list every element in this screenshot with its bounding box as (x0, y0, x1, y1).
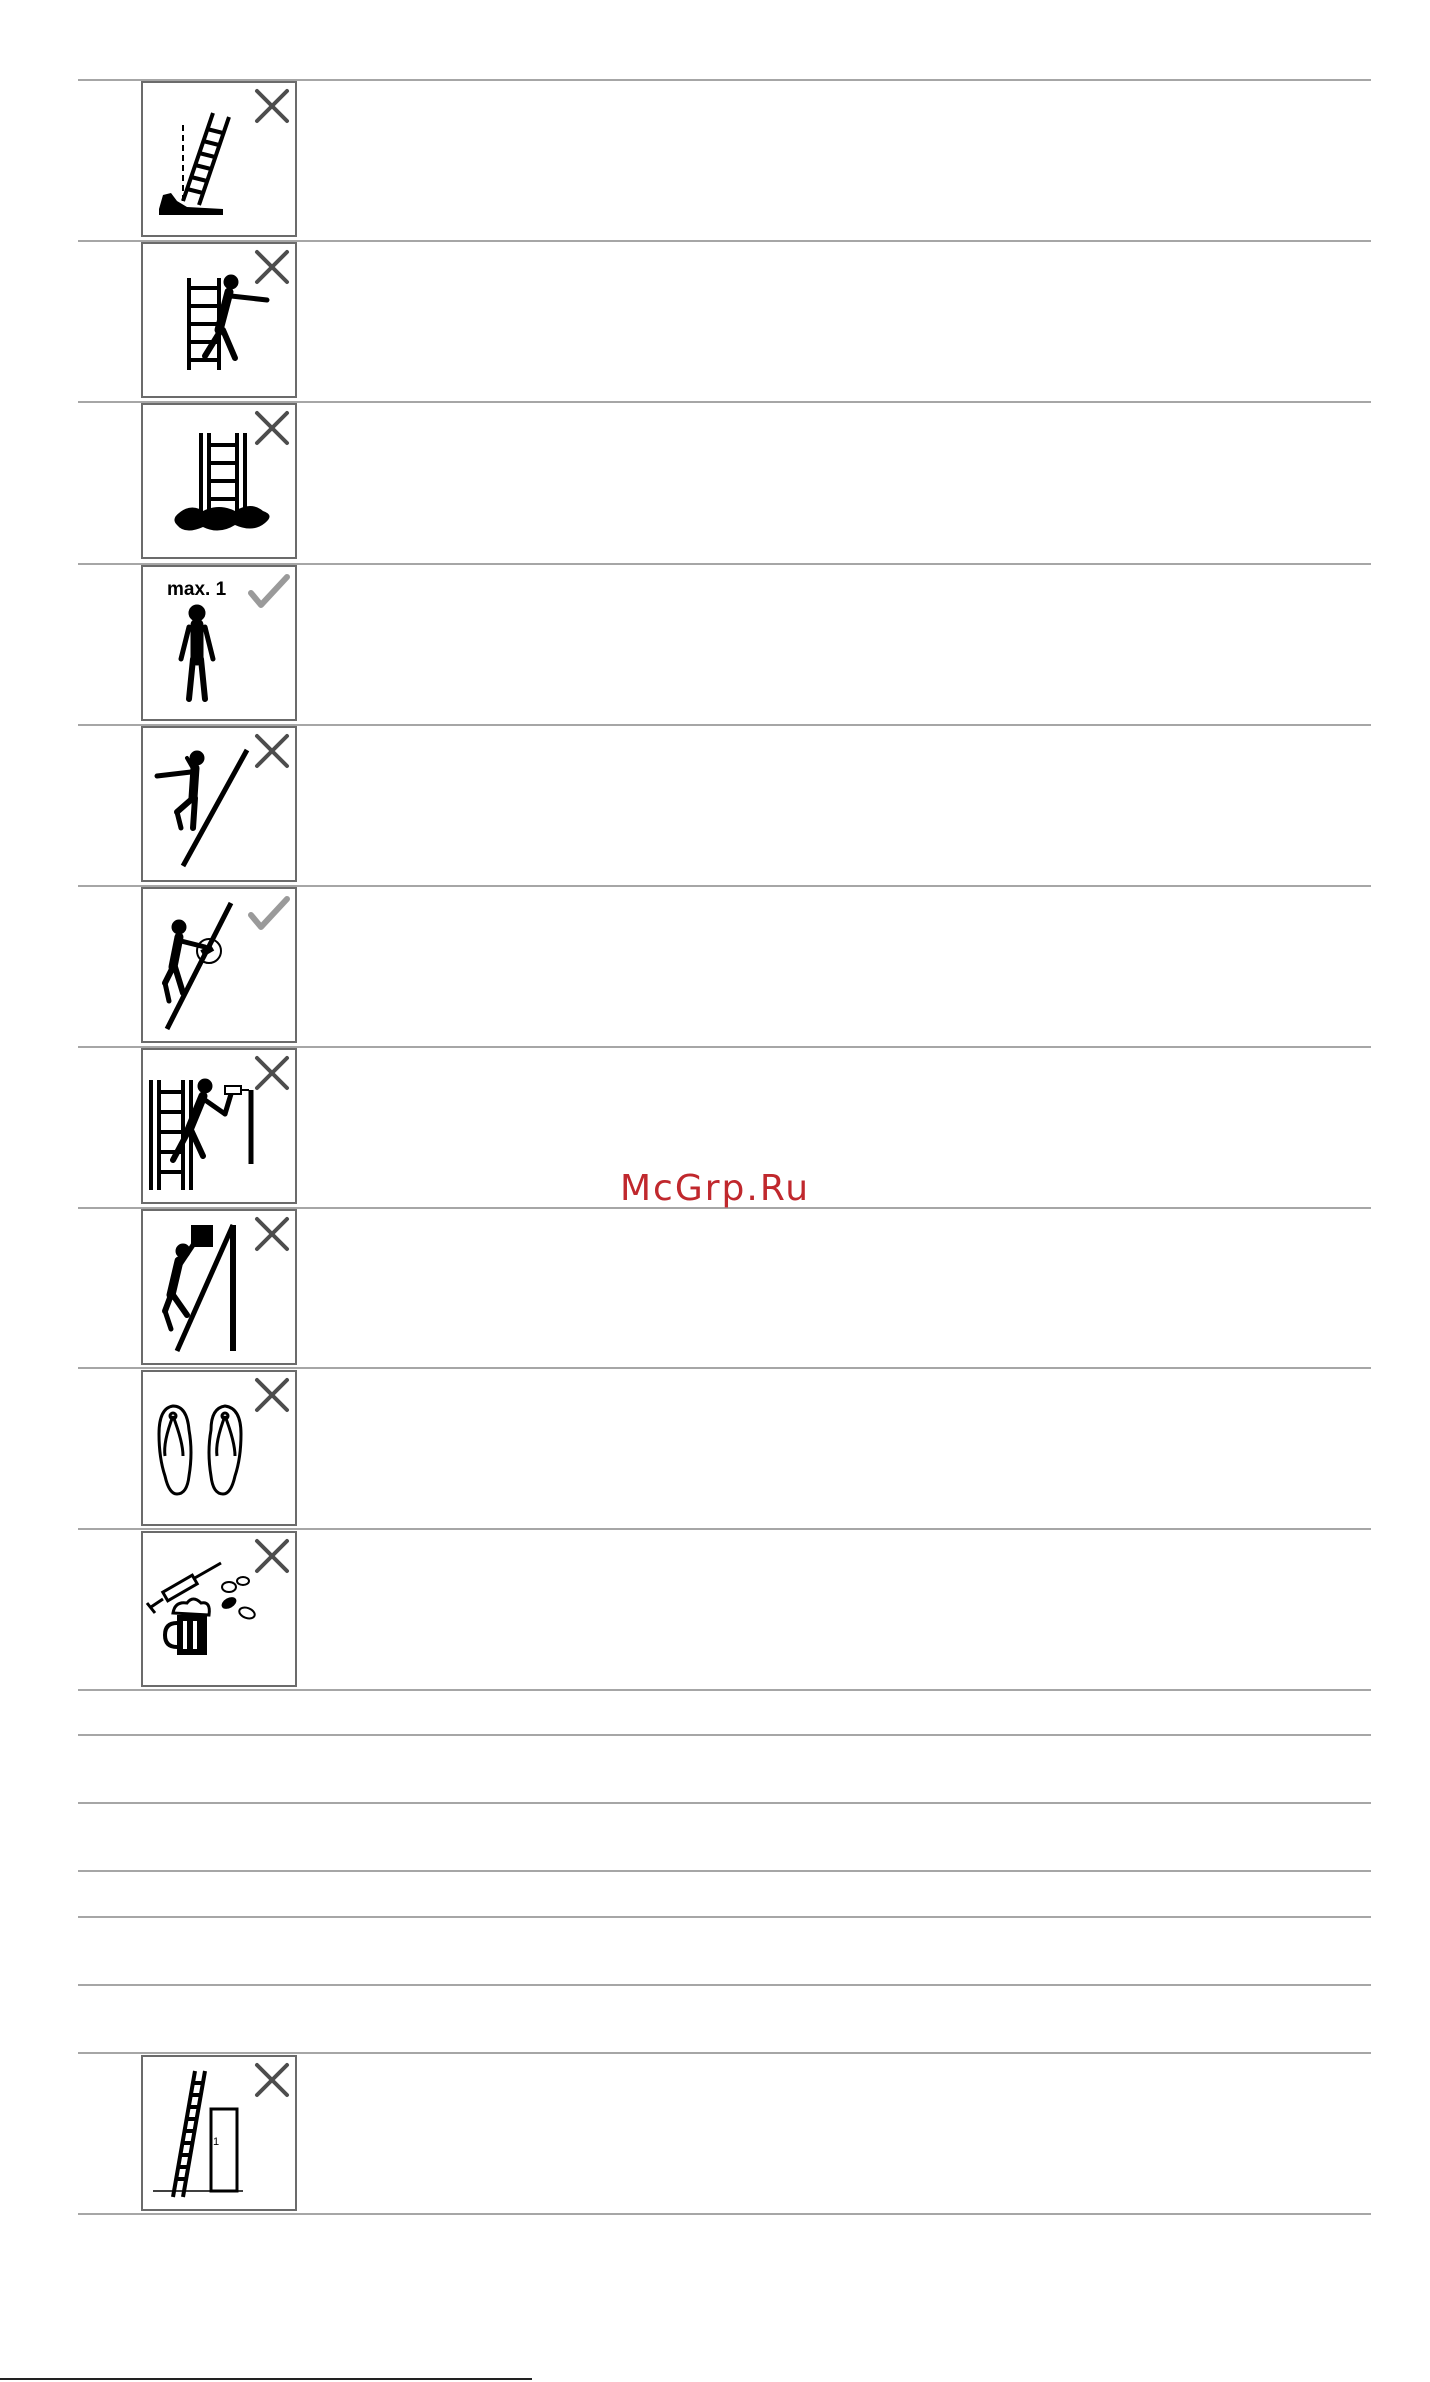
door-label: 1 (213, 2136, 220, 2148)
pictogram-drugs-alcohol (141, 1531, 297, 1687)
table-rule (78, 1916, 1371, 1918)
ladder-icon (201, 433, 245, 515)
pictogram-climbing-without-holding (141, 726, 297, 882)
table-rule (78, 2052, 1371, 2054)
ladder-icon (183, 113, 229, 205)
table-rule (78, 1802, 1371, 1804)
beer-mug-icon (165, 1599, 209, 1655)
pictogram-unstable-ground (141, 403, 297, 559)
cross-icon (257, 1380, 287, 1410)
person-icon (157, 751, 204, 828)
pictogram-flip-flops (141, 1370, 297, 1526)
ladder-icon (173, 2071, 205, 2197)
check-icon (251, 899, 287, 927)
pictogram-ladder-slipping (141, 81, 297, 237)
door-icon (211, 2109, 237, 2191)
footer-rule (0, 2378, 532, 2380)
cross-icon (257, 1219, 287, 1249)
cross-icon (257, 1058, 287, 1088)
cross-icon (257, 91, 287, 121)
table-rule (78, 1734, 1371, 1736)
cross-icon (257, 413, 287, 443)
cross-icon (257, 2065, 287, 2095)
person-icon (181, 605, 213, 699)
pictogram-max-one-person (141, 565, 297, 721)
cross-icon (257, 252, 287, 282)
table-rule (78, 2213, 1371, 2215)
table-rule (78, 1984, 1371, 1986)
pictogram-climbing-holding (141, 887, 297, 1043)
table-rule (78, 1367, 1371, 1369)
cross-icon (257, 736, 287, 766)
check-icon (251, 577, 287, 605)
drill-icon (225, 1086, 241, 1094)
pictogram-carrying-load (141, 1209, 297, 1365)
watermark: McGrp.Ru (620, 1168, 811, 1209)
max-persons-label: max. 1 (167, 579, 227, 600)
ground-icon (159, 193, 223, 215)
pills-icon (221, 1577, 256, 1620)
pictogram-ladder-against-door (141, 2055, 297, 2211)
pictogram-drilling (141, 1048, 297, 1204)
cross-icon (257, 1541, 287, 1571)
flip-flop-icon (159, 1406, 241, 1494)
pictogram-overreaching (141, 242, 297, 398)
table-rule (78, 1870, 1371, 1872)
table-rule (78, 1689, 1371, 1691)
table-rule (78, 1528, 1371, 1530)
person-icon (165, 1244, 193, 1329)
rubble-icon (174, 506, 269, 531)
